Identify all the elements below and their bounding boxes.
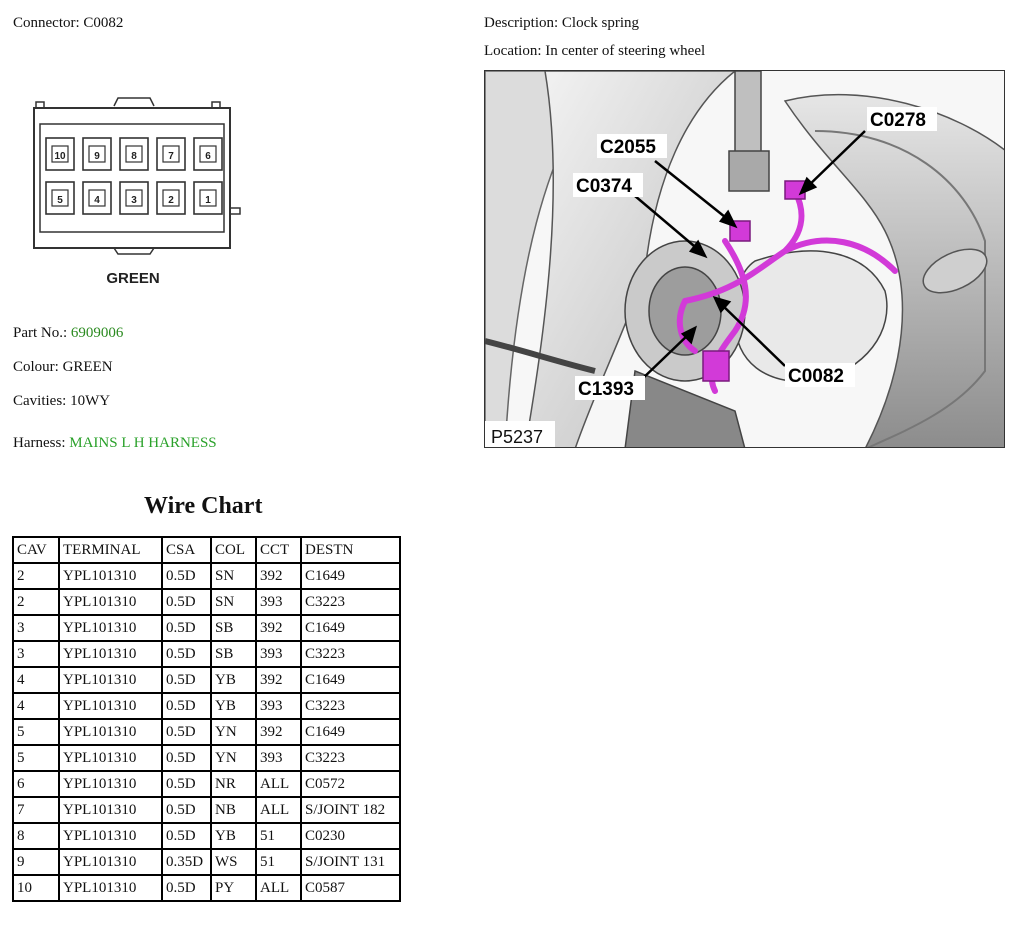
cell-csa: 0.5D (162, 771, 211, 797)
cavity-number: 9 (94, 151, 100, 162)
description-line (484, 15, 639, 32)
cell-cav: 9 (13, 849, 59, 875)
cell-terminal: YPL101310 (59, 797, 162, 823)
cell-destn: C1649 (301, 563, 400, 589)
cell-csa: 0.5D (162, 745, 211, 771)
table-row (13, 849, 400, 875)
callout-c0082: C0082 (788, 366, 844, 387)
cell-cav: 6 (13, 771, 59, 797)
connector-face-diagram (30, 96, 246, 292)
table-row (13, 641, 400, 667)
cell-csa: 0.5D (162, 615, 211, 641)
cell-csa: 0.5D (162, 641, 211, 667)
cell-cct: ALL (256, 875, 301, 901)
colour-value: GREEN (62, 359, 113, 375)
cell-destn: C0587 (301, 875, 400, 901)
location-value: In center of steering wheel (545, 43, 706, 59)
part-no-value[interactable]: 6909006 (70, 325, 124, 341)
table-row (13, 823, 400, 849)
cell-destn: C3223 (301, 693, 400, 719)
table-row (13, 771, 400, 797)
table-row (13, 693, 400, 719)
location-label: Location: (484, 43, 542, 59)
cell-csa: 0.5D (162, 563, 211, 589)
cell-col: SN (211, 589, 256, 615)
description-value: Clock spring (561, 15, 639, 31)
cell-cav: 8 (13, 823, 59, 849)
cell-cct: 51 (256, 823, 301, 849)
cell-csa: 0.5D (162, 693, 211, 719)
cell-terminal: YPL101310 (59, 771, 162, 797)
cell-cav: 3 (13, 641, 59, 667)
cell-csa: 0.5D (162, 589, 211, 615)
cell-cav: 4 (13, 667, 59, 693)
cell-csa: 0.5D (162, 667, 211, 693)
header-cav: CAV (13, 537, 59, 563)
cell-cav: 7 (13, 797, 59, 823)
photo-ref: P5237 (491, 427, 544, 447)
cell-cct: ALL (256, 797, 301, 823)
table-row (13, 589, 400, 615)
cell-col: NR (211, 771, 256, 797)
cell-col: WS (211, 849, 256, 875)
connector-label: Connector: (13, 15, 80, 31)
table-row (13, 615, 400, 641)
table-row (13, 667, 400, 693)
cell-cct: ALL (256, 771, 301, 797)
cell-col: YB (211, 693, 256, 719)
location-line (484, 43, 705, 60)
location-photo (484, 70, 1005, 448)
harness-line (13, 435, 217, 452)
callout-c2055: C2055 (600, 137, 656, 158)
cavity-number: 10 (54, 151, 66, 162)
callout-c0374: C0374 (576, 176, 632, 197)
cavity-number: 6 (205, 151, 211, 162)
colour-label: Colour: (13, 359, 59, 375)
cell-csa: 0.5D (162, 797, 211, 823)
cell-terminal: YPL101310 (59, 823, 162, 849)
cell-cav: 5 (13, 745, 59, 771)
cavity-number: 8 (131, 151, 137, 162)
wire-chart-table (12, 536, 401, 902)
cell-destn: C1649 (301, 719, 400, 745)
description-label: Description: (484, 15, 559, 31)
colour-line (13, 359, 113, 376)
cell-csa: 0.5D (162, 875, 211, 901)
cell-csa: 0.35D (162, 849, 211, 875)
cell-cct: 393 (256, 693, 301, 719)
cell-col: SB (211, 641, 256, 667)
header-terminal: TERMINAL (59, 537, 162, 563)
cell-col: NB (211, 797, 256, 823)
cell-csa: 0.5D (162, 719, 211, 745)
header-csa: CSA (162, 537, 211, 563)
cell-terminal: YPL101310 (59, 615, 162, 641)
cell-col: YB (211, 823, 256, 849)
cell-terminal: YPL101310 (59, 589, 162, 615)
cell-cav: 10 (13, 875, 59, 901)
cell-destn: C1649 (301, 667, 400, 693)
cavities-value: 10WY (70, 393, 111, 409)
cell-terminal: YPL101310 (59, 849, 162, 875)
steering-column-illustration (485, 71, 1005, 448)
harness-value[interactable]: MAINS L H HARNESS (69, 435, 217, 451)
wire-chart-header-row (13, 537, 400, 563)
cell-destn: C3223 (301, 745, 400, 771)
cell-col: SN (211, 563, 256, 589)
cell-destn: C0572 (301, 771, 400, 797)
cell-destn: C1649 (301, 615, 400, 641)
connector-value: C0082 (83, 15, 124, 31)
cell-cav: 5 (13, 719, 59, 745)
cell-cct: 393 (256, 745, 301, 771)
callout-c0278: C0278 (870, 110, 926, 131)
cell-terminal: YPL101310 (59, 719, 162, 745)
harness-label: Harness: (13, 435, 66, 451)
wire-chart-title: Wire Chart (144, 493, 263, 519)
diagram-colour-label: GREEN (106, 270, 160, 287)
cell-cct: 392 (256, 563, 301, 589)
cell-terminal: YPL101310 (59, 667, 162, 693)
cell-destn: S/JOINT 131 (301, 849, 400, 875)
cell-cav: 2 (13, 589, 59, 615)
cell-cct: 392 (256, 719, 301, 745)
cell-cav: 3 (13, 615, 59, 641)
cell-destn: C0230 (301, 823, 400, 849)
cell-cct: 392 (256, 615, 301, 641)
table-row (13, 875, 400, 901)
cell-col: PY (211, 875, 256, 901)
part-no-label: Part No.: (13, 325, 68, 341)
cell-destn: C3223 (301, 589, 400, 615)
table-row (13, 563, 400, 589)
cell-destn: C3223 (301, 641, 400, 667)
cavities-label: Cavities: (13, 393, 67, 409)
cell-terminal: YPL101310 (59, 745, 162, 771)
cell-col: SB (211, 615, 256, 641)
cavity-number: 2 (168, 195, 174, 206)
cell-cct: 393 (256, 641, 301, 667)
cell-terminal: YPL101310 (59, 693, 162, 719)
cavity-number: 1 (205, 195, 211, 206)
cell-cct: 393 (256, 589, 301, 615)
cavities-line (13, 393, 110, 410)
cell-cav: 4 (13, 693, 59, 719)
cell-cav: 2 (13, 563, 59, 589)
cell-terminal: YPL101310 (59, 563, 162, 589)
cell-cct: 51 (256, 849, 301, 875)
table-row (13, 719, 400, 745)
cell-col: YB (211, 667, 256, 693)
header-col: COL (211, 537, 256, 563)
part-no-line (13, 325, 123, 342)
connector-line (13, 15, 123, 32)
header-destn: DESTN (301, 537, 400, 563)
cell-terminal: YPL101310 (59, 641, 162, 667)
cavity-number: 4 (94, 195, 100, 206)
cell-destn: S/JOINT 182 (301, 797, 400, 823)
cell-terminal: YPL101310 (59, 875, 162, 901)
cell-col: YN (211, 719, 256, 745)
cavity-number: 5 (57, 195, 63, 206)
cell-cct: 392 (256, 667, 301, 693)
cavity-number: 3 (131, 195, 137, 206)
cavity-number: 7 (168, 151, 174, 162)
table-row (13, 797, 400, 823)
cell-col: YN (211, 745, 256, 771)
cell-csa: 0.5D (162, 823, 211, 849)
header-cct: CCT (256, 537, 301, 563)
callout-c1393: C1393 (578, 379, 634, 400)
table-row (13, 745, 400, 771)
